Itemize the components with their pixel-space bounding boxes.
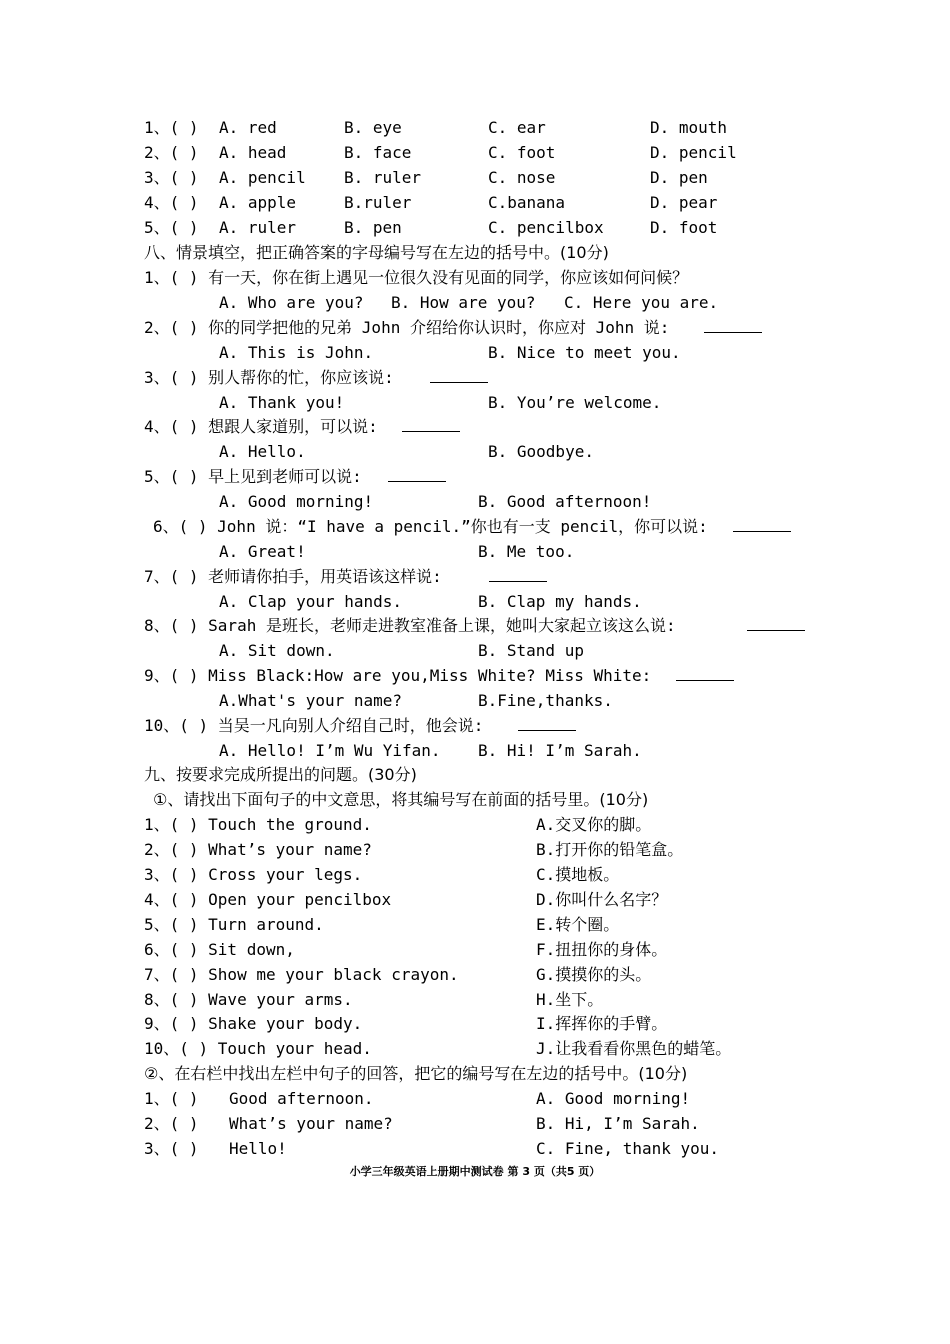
option-a: A. Great! [219, 542, 306, 561]
question-line [0, 565, 950, 589]
answer-blank[interactable] [518, 714, 576, 731]
option-b: B. ruler [344, 168, 422, 187]
match-left: 10、( ) Touch your head. [144, 1039, 372, 1058]
question-text: 1、( ) 有一天，你在街上遇见一位很久没有见面的同学，你应该如何问候？ [144, 268, 689, 287]
options-line [0, 590, 950, 614]
option-a: A. This is John. [219, 343, 374, 362]
match-left: 6、( ) Sit down, [144, 940, 295, 959]
match-right: H.坐下。 [536, 990, 604, 1009]
match-right: J.让我看看你黑色的蜡笔。 [536, 1039, 732, 1058]
match-row [0, 863, 950, 887]
options-line [0, 440, 950, 464]
option-a: A.What's your name? [219, 691, 403, 710]
options-line [0, 490, 950, 514]
question-line [0, 415, 950, 439]
question-number: 1、( ) [144, 1089, 199, 1108]
match-right: A.交叉你的脚。 [536, 815, 652, 834]
option-a: A. ruler [219, 218, 297, 237]
question-number: 2、( ) [144, 1114, 199, 1133]
question-line [0, 664, 950, 688]
answer-blank[interactable] [747, 614, 805, 631]
option-b: B. eye [344, 118, 402, 137]
match-left: 7、( ) Show me your black crayon. [144, 965, 459, 984]
part7-row [0, 191, 950, 215]
question-number: 3、( ) [144, 1139, 199, 1158]
option-b: B. Me too. [478, 542, 575, 561]
question-line [0, 465, 950, 489]
match-row [0, 888, 950, 912]
section-heading [0, 241, 950, 265]
option-a: A. Clap your hands. [219, 592, 403, 611]
match-right: B. Hi, I’m Sarah. [536, 1114, 700, 1133]
option-b: B. Hi! I’m Sarah. [478, 741, 642, 760]
option-a: A. head [219, 143, 287, 162]
part9-heading: 九、按要求完成所提出的问题。(30分) [144, 765, 417, 784]
match-right: C.摸地板。 [536, 865, 620, 884]
question-number: 4、( ) [144, 193, 199, 212]
option-a: A. Thank you! [219, 393, 345, 412]
option-b: B. Good afternoon! [478, 492, 652, 511]
answer-blank[interactable] [489, 565, 547, 582]
match-left: 5、( ) Turn around. [144, 915, 324, 934]
answer-blank[interactable] [402, 415, 460, 432]
question-text: 9、( ) Miss Black:How are you,Miss White? Miss White: [144, 666, 652, 685]
options-line [0, 391, 950, 415]
match-row [0, 838, 950, 862]
option-a: A. apple [219, 193, 297, 212]
option-b: B. Nice to meet you. [488, 343, 681, 362]
option-a: A. red [219, 118, 277, 137]
match-row [0, 938, 950, 962]
page-footer: 小学三年级英语上册期中测试卷 第 3 页（共5 页） [349, 1165, 601, 1178]
match-row [0, 963, 950, 987]
match-left: 8、( ) Wave your arms. [144, 990, 353, 1009]
subsection-heading [0, 1062, 950, 1086]
match-row [0, 988, 950, 1012]
option-d: D. pencil [650, 143, 737, 162]
match-left: 1、( ) Touch the ground. [144, 815, 372, 834]
question-number: 2、( ) [144, 143, 199, 162]
question-line [0, 316, 950, 340]
part7-row [0, 116, 950, 140]
option-b: B. face [344, 143, 412, 162]
question-line [0, 614, 950, 638]
question-text: 5、( ) 早上见到老师可以说: [144, 467, 362, 486]
answer-blank[interactable] [388, 465, 446, 482]
match-right: C. Fine, thank you. [536, 1139, 720, 1158]
match-left: 9、( ) Shake your body. [144, 1014, 363, 1033]
question-text: 8、( ) Sarah 是班长，老师走进教室准备上课，她叫大家起立该这么说: [144, 616, 676, 635]
option-b: B.ruler [344, 193, 412, 212]
option-d: D. pen [650, 168, 708, 187]
option-c: C.banana [488, 193, 566, 212]
question-text: 10、( ) 当吴一凡向别人介绍自己时，他会说: [144, 716, 484, 735]
answer-blank[interactable] [733, 515, 791, 532]
match-left: 2、( ) What’s your name? [144, 840, 372, 859]
part7-row [0, 216, 950, 240]
option-c: C. pencilbox [488, 218, 604, 237]
match-right: F.扭扭你的身体。 [536, 940, 668, 959]
match-right: D.你叫什么名字？ [536, 890, 668, 909]
answer-blank[interactable] [430, 366, 488, 383]
question-number: 5、( ) [144, 218, 199, 237]
option-a: A. Who are you? [219, 293, 364, 312]
match-left: Hello! [229, 1139, 287, 1158]
option-b: B. Clap my hands. [478, 592, 642, 611]
options-line [0, 291, 950, 315]
match-row [0, 813, 950, 837]
question-text: 3、( ) 别人帮你的忙，你应该说: [144, 368, 394, 387]
question-text: 2、( ) 你的同学把他的兄弟 John 介绍给你认识时，你应对 John 说: [144, 318, 670, 337]
option-b: B. Stand up [478, 641, 584, 660]
option-b: B. Goodbye. [488, 442, 594, 461]
answer-blank[interactable] [704, 316, 762, 333]
option-a: A. Good morning! [219, 492, 374, 511]
option-a: A. pencil [219, 168, 306, 187]
question-text: 6、( ) John 说：“I have a pencil.”你也有一支 pencil，你可以说: [153, 517, 708, 536]
question-number: 3、( ) [144, 168, 199, 187]
match-right: E.转个圈。 [536, 915, 620, 934]
part7-row [0, 166, 950, 190]
subsection-heading [0, 788, 950, 812]
question-text: 4、( ) 想跟人家道别，可以说: [144, 417, 378, 436]
match-left: 4、( ) Open your pencilbox [144, 890, 392, 909]
question-line [0, 266, 950, 290]
match-left: Good afternoon. [229, 1089, 374, 1108]
question-line [0, 714, 950, 738]
option-b: B. How are you? [391, 293, 536, 312]
question-text: 7、( ) 老师请你拍手，用英语该这样说: [144, 567, 442, 586]
part7-row [0, 141, 950, 165]
part9-sub2: ②、在右栏中找出左栏中句子的回答，把它的编号写在左边的括号中。(10分) [144, 1064, 688, 1083]
option-a: A. Sit down. [219, 641, 335, 660]
match-left: 3、( ) Cross your legs. [144, 865, 363, 884]
option-b: B. pen [344, 218, 402, 237]
match-right: A. Good morning! [536, 1089, 691, 1108]
options-line [0, 540, 950, 564]
answer-blank[interactable] [676, 664, 734, 681]
match-row [0, 913, 950, 937]
option-c: C. Here you are. [564, 293, 719, 312]
part8-heading: 八、情景填空，把正确答案的字母编号写在左边的括号中。(10分) [144, 243, 609, 262]
option-c: C. nose [488, 168, 556, 187]
section-heading [0, 763, 950, 787]
question-line [0, 515, 950, 539]
option-a: A. Hello. [219, 442, 306, 461]
match-right: G.摸摸你的头。 [536, 965, 652, 984]
match-row [0, 1112, 950, 1136]
option-d: D. foot [650, 218, 718, 237]
option-b: B.Fine,thanks. [478, 691, 613, 710]
option-b: B. You’re welcome. [488, 393, 662, 412]
match-right: I.挥挥你的手臂。 [536, 1014, 668, 1033]
option-c: C. ear [488, 118, 546, 137]
match-row [0, 1037, 950, 1061]
match-left: What’s your name? [229, 1114, 393, 1133]
option-c: C. foot [488, 143, 556, 162]
part9-sub1: ①、请找出下面句子的中文意思，将其编号写在前面的括号里。(10分) [153, 790, 649, 809]
options-line [0, 739, 950, 763]
question-line [0, 366, 950, 390]
question-number: 1、( ) [144, 118, 199, 137]
option-d: D. pear [650, 193, 718, 212]
option-d: D. mouth [650, 118, 728, 137]
match-row [0, 1137, 950, 1161]
option-a: A. Hello! I’m Wu Yifan. [219, 741, 441, 760]
options-line [0, 689, 950, 713]
match-row [0, 1087, 950, 1111]
options-line [0, 341, 950, 365]
match-row [0, 1012, 950, 1036]
options-line [0, 639, 950, 663]
match-right: B.打开你的铅笔盒。 [536, 840, 684, 859]
